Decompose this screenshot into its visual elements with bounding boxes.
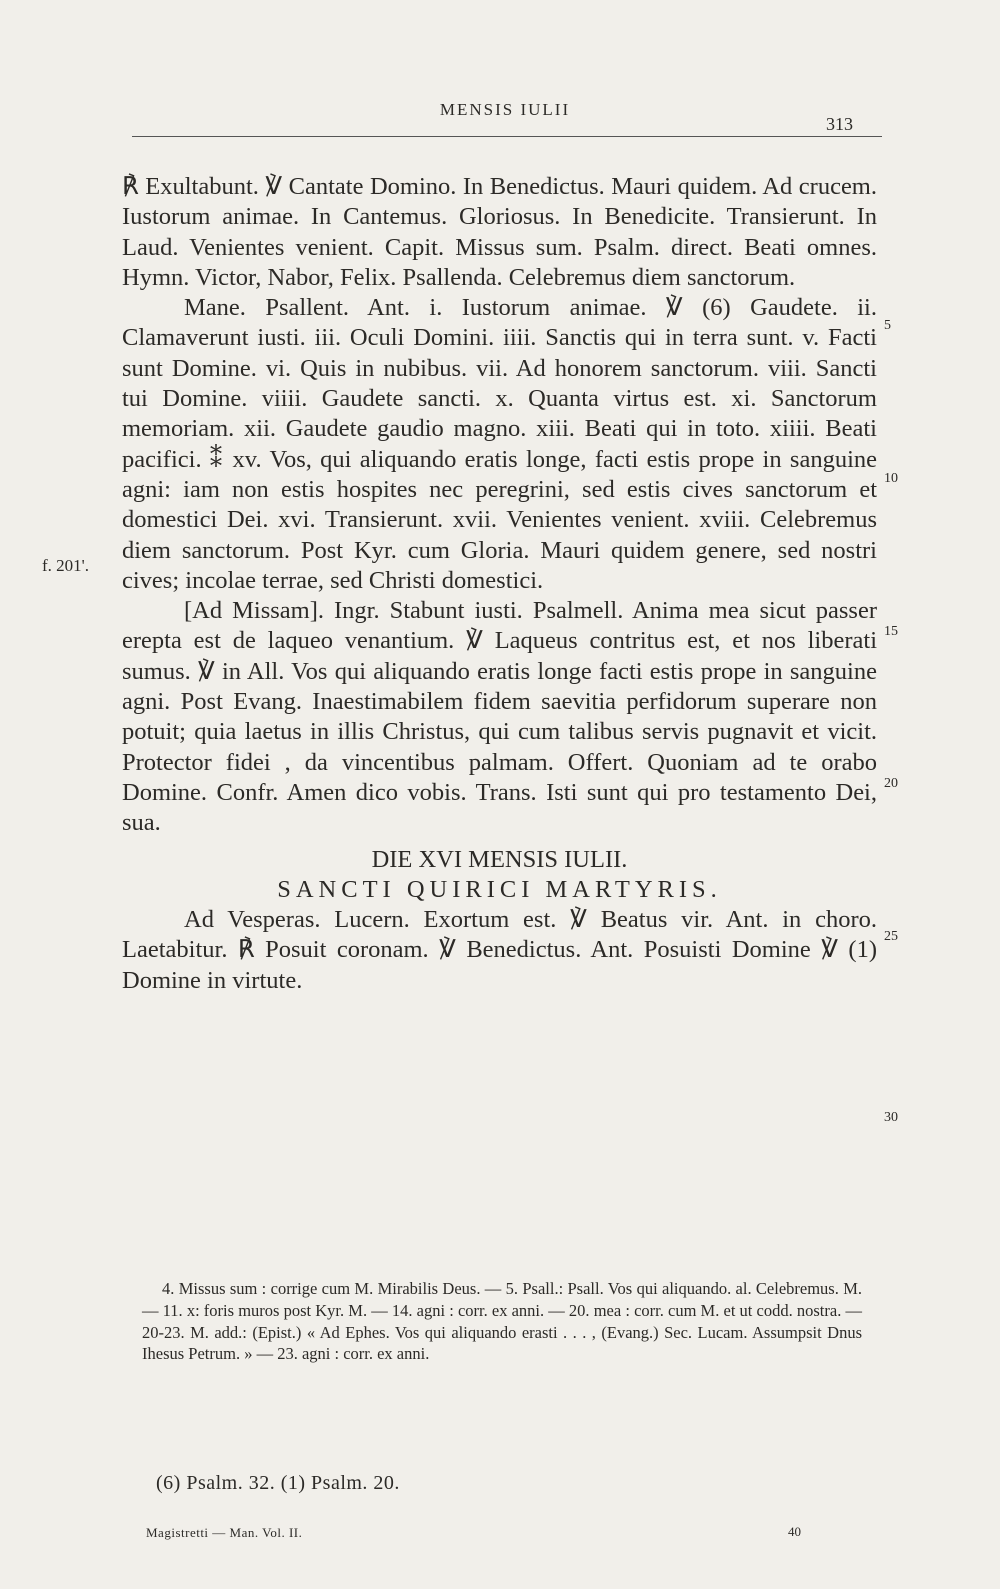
paragraph-mane: Mane. Psallent. Ant. i. Iustorum animae. ℣ (6) Gaudete. ii. Clamaverunt iusti. iii. Oculi Domini. iiii. Sanctis qui in terra sunt. v. Facti sunt Domine. vi. Quis in nubibus. vii. Ad honorem sanctorum. viii. Sancti tui Domine. viiii. Gaudete sancti. x. Quanta virtus est. xi. Sanctorum memoriam. xii. Gaudete gaudio magno. xiii. Beati qui in toto. xiiii. Beati pacifici. ⁑ xv. Vos, qui aliquando eratis longe, facti estis prope in sanguine agni: iam non estis hospites nec peregrini, sed estis cives sanctorum et domestici Dei. xvi. Transierunt. xvii. Venientes venient. xviii. Celebremus diem sanctorum. Post Kyr. cum Gloria. Mauri quidem genere, sed nostri cives; incolae terrae, sed Christi domestici.	[122, 294, 877, 594]
line-number-20: 20	[884, 776, 898, 791]
signature-line: Magistretti — Man. Vol. II.	[146, 1525, 303, 1540]
running-title: MENSIS IULII	[439, 100, 571, 119]
heading-day: DIE XVI MENSIS IULII.	[371, 845, 628, 873]
page-number: 313	[826, 114, 853, 134]
header-rule	[132, 136, 882, 137]
paragraph-missa: [Ad Missam]. Ingr. Stabunt iusti. Psalmell. Anima mea sicut passer erepta est de laqueo venantium. ℣ Laqueus contritus est, et nos liberati sumus. ℣ in All. Vos qui aliquando eratis longe facti estis prope in sanguine agni. Post Evang. Inaestimabilem fidem saevitia perfidorum superare non potuit; quia laetus in illis Christus, qui cum talibus servis pugnavit et vicit. Protector fidei , da vincentibus palmam. Offert. Quoniam ad te orabo Domine. Confr. Amen dico vobis. Trans. Isti sunt qui pro testamento Dei, sua.	[122, 597, 877, 837]
critical-apparatus	[142, 1278, 862, 1365]
line-number-30: 30	[884, 1110, 898, 1125]
paragraph-vespers: Ad Vesperas. Lucern. Exortum est. ℣ Beatus vir. Ant. in choro. Laetabitur. ℟ Posuit coronam. ℣ Benedictus. Ant. Posuisti Domine ℣ (1) Domine in virtute.	[122, 906, 877, 994]
line-number-15: 15	[884, 624, 898, 639]
line-number-25: 25	[884, 929, 898, 944]
paragraph-lauds: ℟ Exultabunt. ℣ Cantate Domino. In Benedictus. Mauri quidem. Ad crucem. Iustorum animae. In Cantemus. Gloriosus. In Benedicite. Transierunt. In Laud. Venientes venient. Capit. Missus sum. Psalm. direct. Beati omnes. Hymn. Victor, Nabor, Felix. Psallenda. Celebremus diem sanctorum.	[122, 173, 877, 291]
heading-saint: SANCTI QUIRICI MARTYRIS.	[277, 875, 722, 903]
line-number-5: 5	[884, 318, 891, 333]
main-text	[122, 172, 877, 996]
margin-note-folio: f. 201'.	[42, 556, 89, 575]
signature-mark: 40	[788, 1524, 801, 1539]
psalm-notes: (6) Psalm. 32. (1) Psalm. 20.	[156, 1472, 400, 1494]
line-number-10: 10	[884, 471, 898, 486]
footnote-text: 4. Missus sum : corrige cum M. Mirabilis Deus. — 5. Psall.: Psall. Vos qui aliquando. al. Celebremus. M. — 11. x: foris muros post Kyr. M. — 14. agni : corr. ex anni. — 20. mea : corr. cum M. et ut codd. nostra. — 20-23. M. add.: (Epist.) « Ad Ephes. Vos qui aliquando erasti . . . , (Evang.) Sec. Lucam. Assumpsit Dnus Ihesus Petrum. » — 23. agni : corr. ex anni.	[142, 1279, 862, 1364]
